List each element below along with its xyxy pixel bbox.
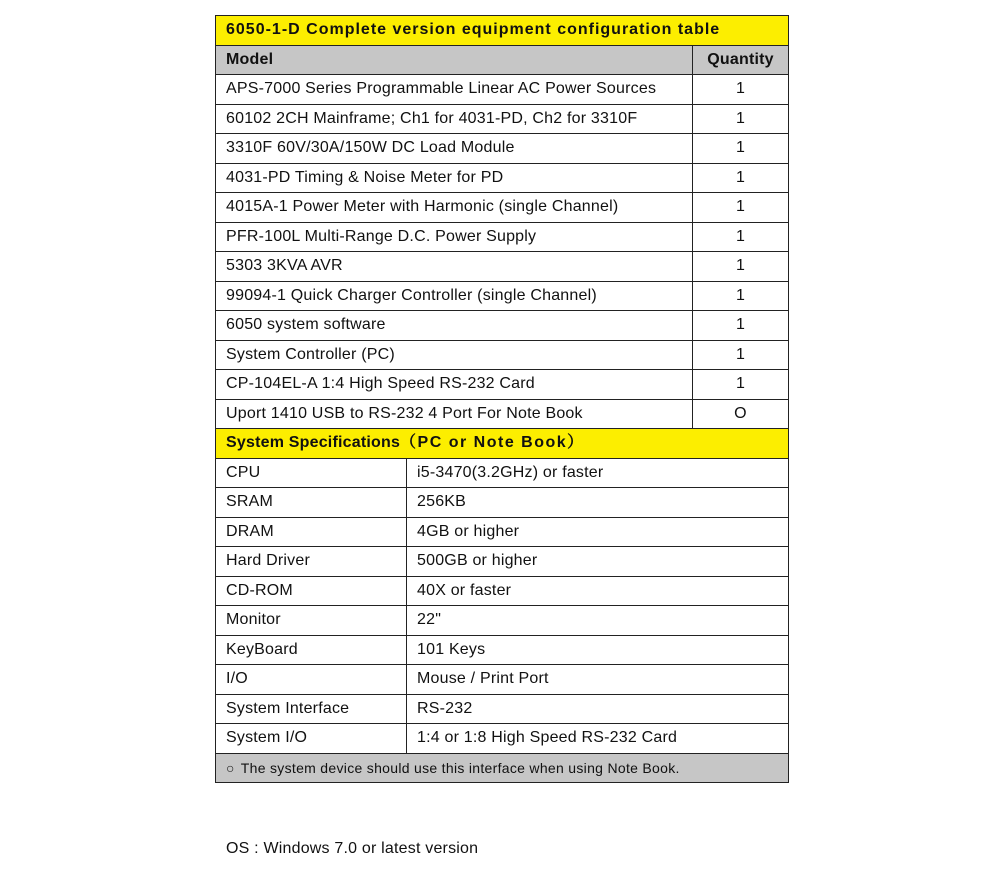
spec-table-title xyxy=(216,429,789,459)
equipment-model: APS-7000 Series Programmable Linear AC Power Sources xyxy=(216,75,693,105)
equipment-quantity: O xyxy=(693,399,789,429)
table-row xyxy=(216,75,789,105)
table-row xyxy=(216,340,789,370)
note-row xyxy=(216,753,789,783)
config-header-row xyxy=(216,45,789,75)
equipment-model: 60102 2CH Mainframe; Ch1 for 4031-PD, Ch2 for 3310F xyxy=(216,104,693,134)
equipment-quantity: 1 xyxy=(693,340,789,370)
table-row xyxy=(216,193,789,223)
spec-item: System I/O xyxy=(216,724,407,754)
equipment-model: 5303 3KVA AVR xyxy=(216,252,693,282)
equipment-model: 4015A-1 Power Meter with Harmonic (single Channel) xyxy=(216,193,693,223)
spec-value: i5-3470(3.2GHz) or faster xyxy=(407,458,789,488)
table-row xyxy=(216,458,789,488)
table-row xyxy=(216,665,789,695)
table-row xyxy=(216,281,789,311)
table-row xyxy=(216,399,789,429)
equipment-quantity: 1 xyxy=(693,281,789,311)
table-row xyxy=(216,724,789,754)
table-row xyxy=(216,488,789,518)
os-requirement: OS : Windows 7.0 or latest version xyxy=(226,840,479,857)
table-row xyxy=(216,547,789,577)
equipment-model: Uport 1410 USB to RS-232 4 Port For Note Book xyxy=(216,399,693,429)
spec-item: CPU xyxy=(216,458,407,488)
table-row xyxy=(216,694,789,724)
spec-title-qualifier: （PC or Note Book） xyxy=(400,434,585,452)
equipment-model: 6050 system software xyxy=(216,311,693,341)
equipment-quantity: 1 xyxy=(693,104,789,134)
spec-value: 256KB xyxy=(407,488,789,518)
equipment-model: 99094-1 Quick Charger Controller (single Channel) xyxy=(216,281,693,311)
spec-value: 1:4 or 1:8 High Speed RS-232 Card xyxy=(407,724,789,754)
table-row xyxy=(216,134,789,164)
equipment-quantity: 1 xyxy=(693,370,789,400)
table-row xyxy=(216,370,789,400)
table-row xyxy=(216,311,789,341)
config-title-row xyxy=(216,16,789,46)
spec-value: 40X or faster xyxy=(407,576,789,606)
table-row xyxy=(216,606,789,636)
equipment-model: 3310F 60V/30A/150W DC Load Module xyxy=(216,134,693,164)
spec-item: System Interface xyxy=(216,694,407,724)
spec-title-row xyxy=(216,429,789,459)
equipment-model: CP-104EL-A 1:4 High Speed RS-232 Card xyxy=(216,370,693,400)
equipment-quantity: 1 xyxy=(693,75,789,105)
configuration-table xyxy=(215,15,789,783)
configuration-sheet xyxy=(215,15,788,783)
spec-value: RS-232 xyxy=(407,694,789,724)
circle-icon: ○ xyxy=(226,759,235,776)
model-column-header: Model xyxy=(216,45,693,75)
table-row xyxy=(216,635,789,665)
spec-item: DRAM xyxy=(216,517,407,547)
spec-item: SRAM xyxy=(216,488,407,518)
equipment-quantity: 1 xyxy=(693,193,789,223)
equipment-quantity: 1 xyxy=(693,222,789,252)
table-row xyxy=(216,517,789,547)
spec-item: Monitor xyxy=(216,606,407,636)
table-row xyxy=(216,222,789,252)
equipment-model: System Controller (PC) xyxy=(216,340,693,370)
table-row xyxy=(216,104,789,134)
note-text: The system device should use this interface when using Note Book. xyxy=(240,759,680,776)
spec-value: 22" xyxy=(407,606,789,636)
spec-value: 4GB or higher xyxy=(407,517,789,547)
equipment-quantity: 1 xyxy=(693,134,789,164)
table-row xyxy=(216,163,789,193)
spec-item: CD-ROM xyxy=(216,576,407,606)
quantity-column-header: Quantity xyxy=(693,45,789,75)
equipment-quantity: 1 xyxy=(693,311,789,341)
equipment-quantity: 1 xyxy=(693,163,789,193)
spec-item: I/O xyxy=(216,665,407,695)
spec-value: 500GB or higher xyxy=(407,547,789,577)
equipment-model: 4031-PD Timing & Noise Meter for PD xyxy=(216,163,693,193)
spec-item: KeyBoard xyxy=(216,635,407,665)
spec-value: Mouse / Print Port xyxy=(407,665,789,695)
spec-item: Hard Driver xyxy=(216,547,407,577)
table-row xyxy=(216,576,789,606)
spec-title-main: System Specifications xyxy=(226,434,401,452)
spec-value: 101 Keys xyxy=(407,635,789,665)
note-cell xyxy=(216,753,789,783)
equipment-quantity: 1 xyxy=(693,252,789,282)
table-row xyxy=(216,252,789,282)
equipment-model: PFR-100L Multi-Range D.C. Power Supply xyxy=(216,222,693,252)
config-table-title: 6050-1-D Complete version equipment configuration table xyxy=(216,16,789,46)
